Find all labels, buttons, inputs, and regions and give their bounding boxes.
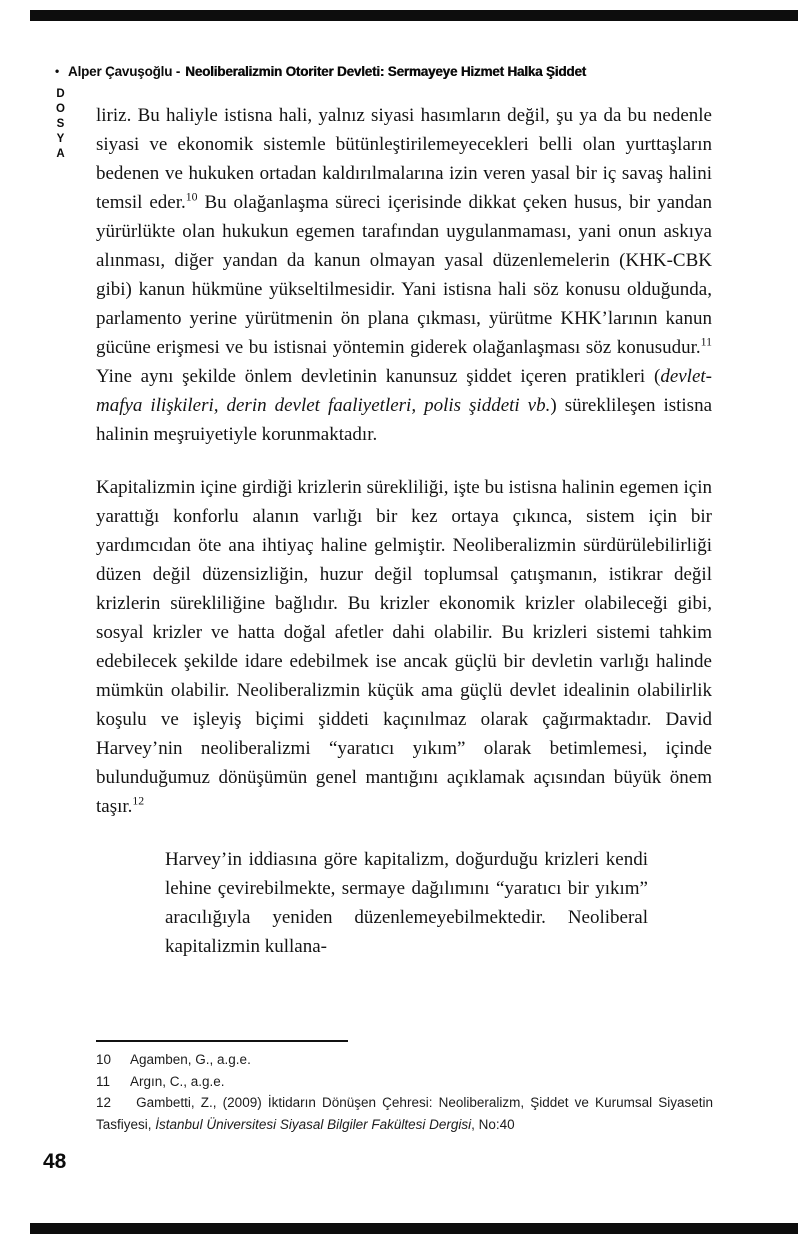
footnote-number: 11: [96, 1073, 111, 1089]
text-run: Yine aynı şekilde önlem devletinin kanunsuz şiddet içeren pratikleri (: [96, 366, 661, 387]
text-run: Gambetti, Z., (2009) İktidarın Dönüşen Çehresi: Neoliberalizm, Şiddet ve Kurumsal Siyasetin Tasfiyesi,: [96, 1095, 713, 1132]
text-run: Harvey’in iddiasına göre kapitalizm, doğurduğu krizleri kendi lehine çevirebilmekte, sermaye dağılımını “yaratıcı bir yıkım” aracılığıyla yeniden düzenlemeyebilmektedir. Neoliberal kapitalizmin kullana-: [165, 849, 648, 957]
side-label-letter: S: [56, 118, 65, 130]
footnote-ref: 10: [185, 190, 198, 204]
top-edge-bar: [30, 10, 798, 21]
text-run: devlet-mafya ilişkileri, derin devlet faaliyetleri, polis şiddeti vb.: [96, 366, 712, 416]
side-label-letter: O: [56, 103, 65, 115]
text-run: İstanbul Üniversitesi Siyasal Bilgiler Fakültesi Dergisi: [155, 1116, 472, 1132]
footnotes-section: [96, 1040, 713, 1135]
page-body: [96, 101, 712, 961]
side-label-letter: Y: [56, 133, 65, 145]
paragraph: [96, 101, 712, 449]
side-label-letter: A: [56, 148, 65, 160]
footnote-rule: [96, 1040, 348, 1042]
running-header: [55, 64, 586, 79]
side-label-letter: D: [56, 88, 65, 100]
footnote-ref: 11: [700, 335, 712, 349]
footnote: [96, 1049, 713, 1071]
text-run: Bu olağanlaşma süreci içerisinde dikkat çeken husus, bir yandan yürürlükte olan hukukun egemen tarafından uygulanmaması, yani onun askıya alınması, diğer yandan da kanun olmayan yasal düzenlemelerin (KHK-CBK gibi) kanun hükmüne yükseltilmesidir. Yani istisna hali söz konusu olduğunda, parlamento yerine yürütmenin ön plana çıkması, yürütme KHK’larının kanun gücüne erişmesi ve bu istisnai yöntemin giderek olağanlaşması söz konusudur.: [96, 192, 712, 358]
header-title: Neoliberalizmin Otoriter Devleti: Sermayeye Hizmet Halka Şiddet: [185, 64, 586, 79]
footnote: [96, 1092, 713, 1135]
dosya-vertical-label: [56, 88, 65, 160]
footnote-list: [96, 1049, 713, 1135]
paragraph: [96, 473, 712, 821]
header-bullet-icon: •: [55, 64, 60, 78]
text-run: Argın, C., a.g.e.: [130, 1073, 225, 1089]
text-run: ) süreklileşen istisna halinin meşruiyetiyle korunmaktadır.: [96, 395, 713, 445]
footnote: [96, 1071, 713, 1093]
text-run: , No:40: [471, 1116, 515, 1132]
blockquote: [165, 845, 648, 961]
text-run: Kapitalizmin içine girdiği krizlerin sürekliliği, işte bu istisna halinin egemen için yarattığı konforlu alanın varlığı bir kez ortaya çıkınca, sistem için bir yardımcıdan öte ana ihtiyaç haline gelmiştir. Neoliberalizmin sürdürülebilirliği düzen değil düzensizliğin, huzur değil toplumsal çatışmanın, istikrar değil krizlerin sürekliliğine bağlıdır. Bu krizler ekonomik krizler olabileceği gibi, sosyal krizler ve hatta doğal afetler dahi olabilir. Bu krizleri sistemi tahkim edebilecek şekilde idare edebilmek ise ancak güçlü bir devletin varlığı halinde mümkün olabilir. Neoliberalizmin küçük ama güçlü devlet idealinin olabilirlik koşulu ve işleyiş biçimi şiddeti kaçınılmaz olarak çağırmaktadır. David Harvey’nin neoliberalizmi “yaratıcı yıkım” olarak betimlemesi, içinde bulunduğumuz dönüşümün genel mantığını açıklamak açısından büyük önem taşır.: [96, 477, 712, 817]
bottom-edge-bar: [30, 1223, 798, 1234]
text-run: liriz. Bu haliyle istisna hali, yalnız siyasi hasımların değil, şu ya da bu nedenle siyasi ve ekonomik sistemle bütünleştirilemeyecekleri belli olan yurttaşların bedenen ve hukuken ortadan kaldırılmalarına izin veren yasal bir iç savaş halini temsil eder.: [96, 105, 712, 213]
footnote-number: 12: [96, 1095, 112, 1110]
page-number: 48: [43, 1150, 67, 1173]
body-paragraphs: [96, 101, 712, 821]
text-run: Agamben, G., a.g.e.: [130, 1052, 251, 1067]
footnote-number: 10: [96, 1052, 112, 1067]
footnote-ref: 12: [132, 794, 145, 808]
header-author: Alper Çavuşoğlu -: [68, 64, 181, 79]
